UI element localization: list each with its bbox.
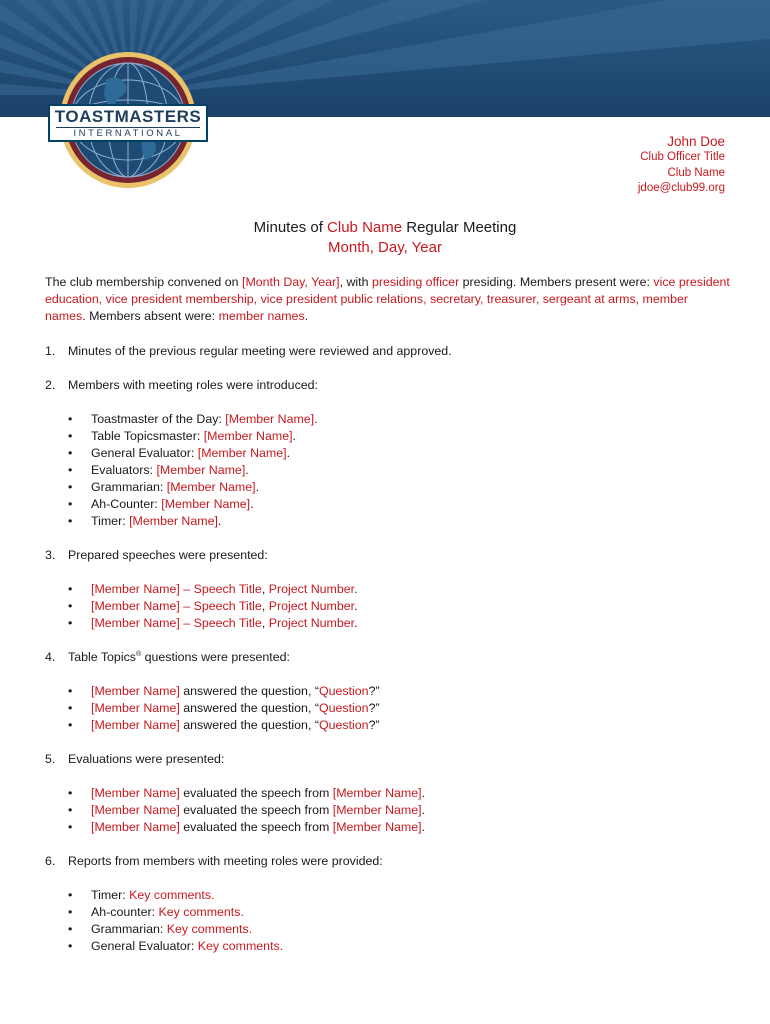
role-member: [Member Name] <box>156 463 246 477</box>
report-comments: Key comments <box>129 888 212 902</box>
report-label: General Evaluator: <box>91 939 198 953</box>
punctuation: ?” <box>368 718 380 732</box>
role-label: Timer: <box>91 514 130 528</box>
dash: – <box>179 582 194 596</box>
punctuation: . <box>286 446 291 460</box>
dash: – <box>179 599 194 613</box>
report-label: Timer: <box>91 888 130 902</box>
list-item <box>68 819 730 836</box>
speech-title: Speech Title <box>193 616 262 630</box>
list-item <box>68 615 730 632</box>
question: Question <box>318 684 369 698</box>
punctuation: ?” <box>368 684 380 698</box>
role-label: Table Topicsmaster: <box>91 429 204 443</box>
speaker: [Member Name] <box>332 820 422 834</box>
report-label: Ah-counter: <box>91 905 159 919</box>
punctuation: . <box>248 922 253 936</box>
reports-list <box>68 887 730 955</box>
punctuation: , <box>261 582 269 596</box>
punctuation: . <box>421 820 426 834</box>
list-item-3 <box>45 547 730 632</box>
list-item <box>68 462 730 479</box>
document-heading <box>0 218 770 258</box>
contact-title: Club Officer Title <box>640 151 725 163</box>
intro-text: . <box>304 309 309 323</box>
speaker: [Member Name] <box>332 803 422 817</box>
report-label: Grammarian: <box>91 922 167 936</box>
intro-text: . Members absent were: <box>82 309 219 323</box>
punctuation: . <box>421 803 426 817</box>
report-comments: Key comments <box>158 905 241 919</box>
list-item-4 <box>45 649 730 734</box>
logo-wordmark <box>48 104 208 142</box>
punctuation: . <box>354 582 358 596</box>
item-number: 1. <box>45 344 56 358</box>
question-text: answered the question, “ <box>179 718 319 732</box>
punctuation: . <box>240 905 244 919</box>
item-text: Members with meeting roles were introduced: <box>68 378 318 392</box>
punctuation: , <box>261 599 269 613</box>
role-member: [Member Name] <box>225 412 315 426</box>
meeting-roles-list <box>68 411 730 530</box>
item-text: Table Topics <box>68 650 136 664</box>
speech-title: Speech Title <box>193 582 262 596</box>
punctuation: ?” <box>368 701 380 715</box>
table-topics-list <box>68 683 730 734</box>
intro-text: presiding. Members present were: <box>459 275 654 289</box>
project-number: Project Number <box>268 582 355 596</box>
item-text: Evaluations were presented: <box>68 752 225 766</box>
list-item-6 <box>45 853 730 955</box>
logo-word: TOASTMASTERS <box>54 107 202 126</box>
item-number: 2. <box>45 378 56 392</box>
intro-officer: presiding officer <box>371 275 460 289</box>
list-item <box>68 581 730 598</box>
item-number: 4. <box>45 650 56 664</box>
intro-members-present: vice president education, vice president membership, vice president public relations, secretary, treasurer, sergeant at arms, member names <box>45 275 730 323</box>
title-club-name: Club Name <box>327 219 403 236</box>
responder: [Member Name] <box>91 701 180 715</box>
registered-mark: ® <box>135 650 142 658</box>
role-member: [Member Name] <box>166 480 256 494</box>
list-item <box>68 717 730 734</box>
speaker: [Member Name] <box>332 786 422 800</box>
list-item <box>68 785 730 802</box>
punctuation: . <box>255 480 260 494</box>
question-text: answered the question, “ <box>179 684 319 698</box>
list-item <box>68 700 730 717</box>
list-item <box>68 921 730 938</box>
punctuation: . <box>292 429 296 443</box>
punctuation: , <box>261 616 269 630</box>
list-item-1 <box>45 343 730 360</box>
evaluator: [Member Name] <box>91 803 180 817</box>
punctuation: . <box>211 888 215 902</box>
list-item <box>68 938 730 955</box>
meeting-date: Month, Day, Year <box>328 239 442 256</box>
role-member: [Member Name] <box>161 497 251 511</box>
role-label: Evaluators: <box>91 463 157 477</box>
intro-paragraph <box>45 274 730 325</box>
list-item-5 <box>45 751 730 836</box>
responder: [Member Name] <box>91 718 180 732</box>
speeches-list <box>68 581 730 632</box>
role-label: Grammarian: <box>91 480 167 494</box>
evaluator: [Member Name] <box>91 786 180 800</box>
item-text: questions were presented: <box>141 650 290 664</box>
item-number: 6. <box>45 854 56 868</box>
list-item <box>68 428 730 445</box>
speaker: [Member Name] <box>91 616 180 630</box>
list-item <box>68 411 730 428</box>
contact-block <box>638 133 725 197</box>
intro-members-absent: member names <box>218 309 305 323</box>
item-text: Prepared speeches were presented: <box>68 548 268 562</box>
role-label: Ah-Counter: <box>91 497 162 511</box>
speaker: [Member Name] <box>91 582 180 596</box>
punctuation: . <box>354 599 358 613</box>
list-item <box>68 904 730 921</box>
punctuation: . <box>245 463 249 477</box>
intro-text: The club membership convened on <box>45 275 242 289</box>
item-number: 3. <box>45 548 56 562</box>
role-member: [Member Name] <box>129 514 218 528</box>
punctuation: . <box>279 939 284 953</box>
eval-text: evaluated the speech from <box>179 786 333 800</box>
eval-text: evaluated the speech from <box>179 803 333 817</box>
project-number: Project Number <box>268 616 355 630</box>
page-title <box>0 218 770 238</box>
punctuation: . <box>217 514 222 528</box>
list-item <box>68 598 730 615</box>
speech-title: Speech Title <box>193 599 262 613</box>
role-label: General Evaluator: <box>91 446 198 460</box>
eval-text: evaluated the speech from <box>179 820 333 834</box>
evaluator: [Member Name] <box>91 820 180 834</box>
question-text: answered the question, “ <box>179 701 319 715</box>
intro-text: , with <box>339 275 372 289</box>
list-item <box>68 683 730 700</box>
contact-email: jdoe@club99.org <box>637 182 725 194</box>
list-item <box>68 802 730 819</box>
evaluations-list <box>68 785 730 836</box>
intro-date: [Month Day, Year] <box>242 275 340 289</box>
role-member: [Member Name] <box>203 429 293 443</box>
project-number: Project Number <box>268 599 355 613</box>
contact-club: Club Name <box>667 166 725 179</box>
list-item <box>68 496 730 513</box>
report-comments: Key comments <box>166 922 249 936</box>
list-item <box>68 445 730 462</box>
toastmasters-logo <box>46 50 210 190</box>
list-item-2 <box>45 377 730 530</box>
speaker: [Member Name] <box>91 599 180 613</box>
responder: [Member Name] <box>91 684 180 698</box>
minutes-list <box>45 343 730 972</box>
item-text: Minutes of the previous regular meeting were reviewed and approved. <box>68 344 452 358</box>
question: Question <box>318 718 369 732</box>
title-prefix: Minutes of <box>253 219 328 236</box>
item-text: Reports from members with meeting roles were provided: <box>68 854 383 868</box>
punctuation: . <box>250 497 254 511</box>
contact-name: John Doe <box>667 134 725 149</box>
title-suffix: Regular Meeting <box>402 219 517 236</box>
question: Question <box>318 701 369 715</box>
list-item <box>68 513 730 530</box>
logo-sub: INTERNATIONAL <box>56 127 200 140</box>
list-item <box>68 479 730 496</box>
punctuation: . <box>354 616 358 630</box>
list-item <box>68 887 730 904</box>
item-number: 5. <box>45 752 56 766</box>
role-label: Toastmaster of the Day: <box>91 412 226 426</box>
report-comments: Key comments <box>197 939 280 953</box>
dash: – <box>179 616 194 630</box>
role-member: [Member Name] <box>197 446 287 460</box>
punctuation: . <box>421 786 426 800</box>
punctuation: . <box>314 412 318 426</box>
